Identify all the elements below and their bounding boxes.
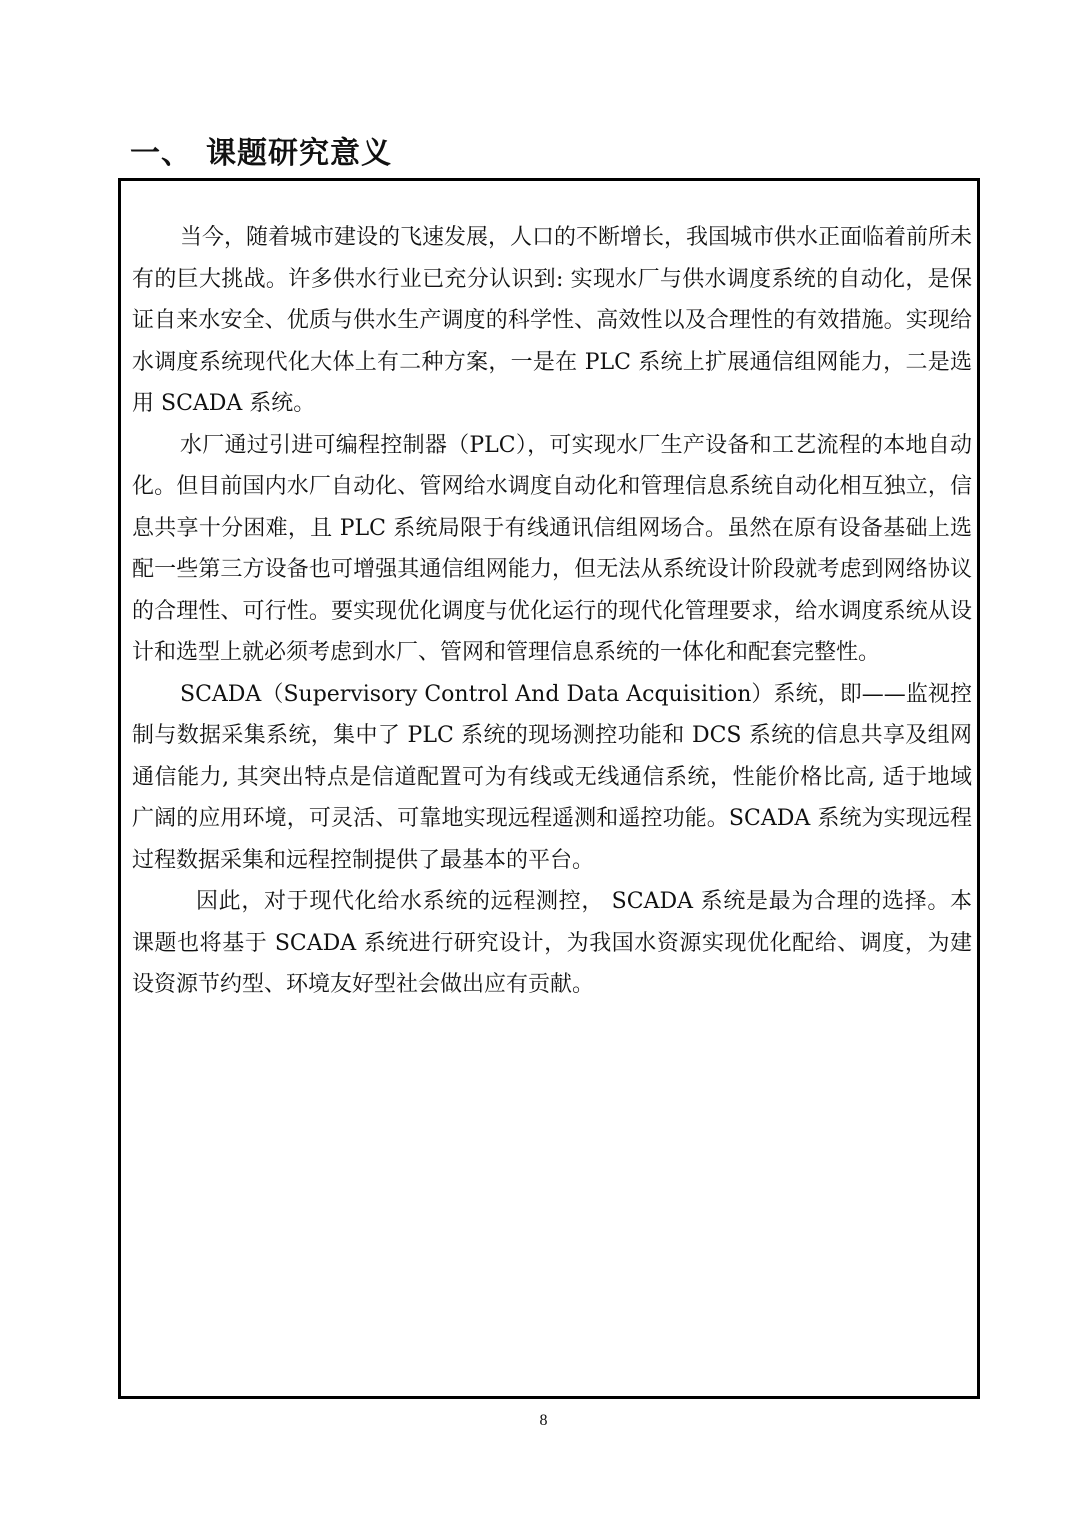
section-number: 一、	[130, 136, 192, 171]
section-heading	[130, 128, 392, 172]
section-title: 课题研究意义	[206, 136, 392, 171]
paragraph-plc: 水厂通过引进可编程控制器（PLC），可实现水厂生产设备和工艺流程的本地自动化。但目前国内水厂自动化、管网给水调度自动化和管理信息系统自动化相互独立，信息共享十分困难，且 PLC 系统局限于有线通讯信组网场合。虽然在原有设备基础上选配一些第三方设备也可增强其通信组网能力，但无法从系统设计阶段就考虑到网络协议的合理性、可行性。要实现优化调度与优化运行的现代化管理要求，给水调度系统从设计和选型上就必须考虑到水厂、管网和管理信息系统的一体化和配套完整性。	[132, 432, 972, 665]
page-number: 8	[539, 1412, 548, 1429]
paragraph-intro: 当今，随着城市建设的飞速发展，人口的不断增长，我国城市供水正面临着前所未有的巨大挑战。许多供水行业已充分认识到: 实现水厂与供水调度系统的自动化，是保证自来水安全、优质与供水生产调度的科学性、高效性以及合理性的有效措施。实现给水调度系统现代化大体上有二种方案，一是在 PLC 系统上扩展通信组网能力，二是选用 SCADA 系统。	[132, 225, 973, 416]
paragraph-scada: SCADA（Supervisory Control And Data Acquisition）系统，即——监视控制与数据采集系统，集中了 PLC 系统的现场测控功能和 DCS 系统的信息共享及组网通信能力, 其突出特点是信道配置可为有线或无线通信系统，性能价格比高, 适于地域广阔的应用环境，可灵活、可靠地实现远程遥测和遥控功能。SCADA 系统为实现远程过程数据采集和远程控制提供了最基本的平台。	[132, 681, 972, 873]
body-text	[132, 217, 972, 1006]
paragraph-conclusion: 因此，对于现代化给水系统的远程测控， SCADA 系统是最为合理的选择。本课题也将基于 SCADA 系统进行研究设计，为我国水资源实现优化配给、调度，为建设资源节约型、环境友好型社会做出应有贡献。	[132, 889, 972, 997]
